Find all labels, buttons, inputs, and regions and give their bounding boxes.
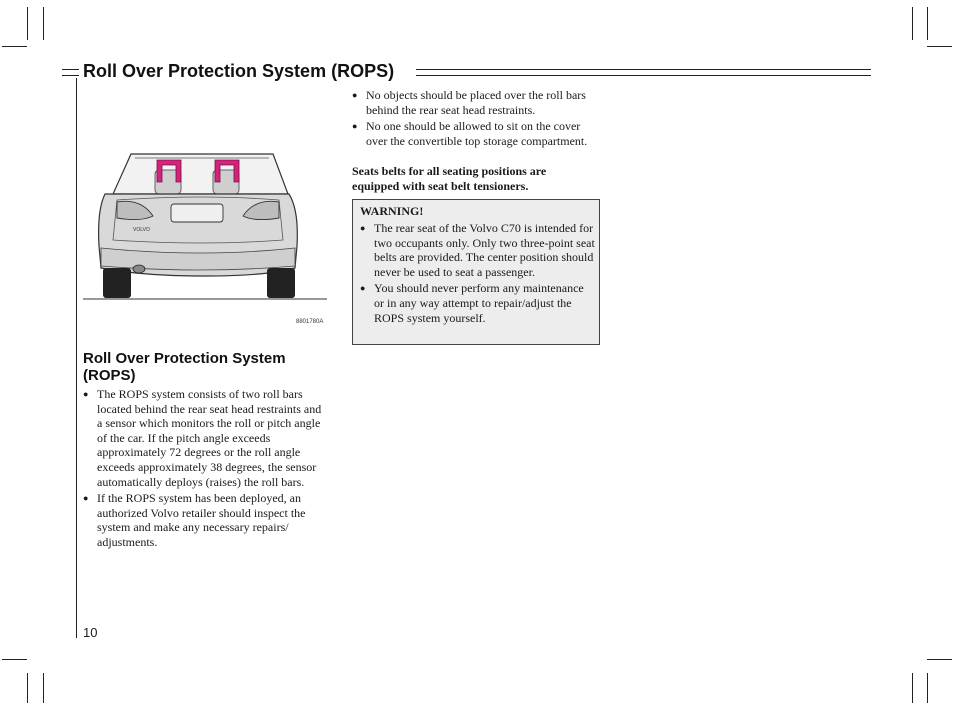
crop-mark — [2, 659, 27, 660]
car-rear-illustration — [83, 150, 327, 302]
page-number: 10 — [83, 625, 98, 640]
list-item: ● No one should be allowed to sit on the cover over the convertible top storage compartment. — [352, 119, 588, 148]
list-item: ● No objects should be placed over the roll bars behind the rear seat head restraints. — [352, 88, 586, 117]
crop-mark — [2, 46, 27, 47]
crop-mark — [927, 46, 952, 47]
figure-code: 8801780A — [296, 319, 324, 325]
section-heading: Roll Over Protection System (ROPS) — [83, 350, 286, 384]
crop-mark — [27, 7, 28, 40]
svg-text:VOLVO: VOLVO — [133, 227, 150, 233]
warning-title: WARNING! — [360, 204, 424, 218]
crop-mark — [927, 7, 928, 40]
title-rule-right — [416, 69, 871, 76]
tire-right — [267, 268, 295, 298]
rops-precautions-list — [352, 88, 592, 150]
left-margin-rule — [76, 78, 77, 638]
rops-description-list — [83, 387, 329, 552]
page-title: Roll Over Protection System (ROPS) — [83, 61, 395, 81]
windshield-frame — [113, 154, 288, 194]
exhaust-pipe — [133, 265, 145, 273]
list-item: ● If the ROPS system has been deployed, an authorized Volvo retailer should inspect the system and make any necessary repairs/ adjustments. — [83, 491, 306, 549]
license-plate — [171, 204, 223, 222]
crop-mark — [43, 7, 44, 40]
crop-mark — [43, 673, 44, 703]
crop-mark — [927, 659, 952, 660]
list-item: ● The rear seat of the Volvo C70 is intended for two occupants only. Only two three-point seat belts are provided. The center position should never be used to seat a passenger. — [360, 221, 595, 279]
tire-left — [103, 268, 131, 298]
crop-mark — [912, 7, 913, 40]
list-item: ● You should never perform any maintenance or in any way attempt to repair/adjust the ROPS system yourself. — [360, 281, 584, 325]
list-item: ● The ROPS system consists of two roll bars located behind the rear seat head restraints and a sensor which monitors the roll or pitch angle of the car. If the pitch angle exceeds approximately 72 degrees or the roll angle exceeds approximately 38 degrees, the sensor automatically deploys (raises) the roll bars. — [83, 387, 322, 489]
crop-mark — [912, 673, 913, 703]
crop-mark — [927, 673, 928, 703]
title-row — [62, 62, 872, 84]
warning-box — [352, 199, 600, 345]
seat-belt-note: Seats belts for all seating positions are equipped with seat belt tensioners. — [352, 164, 547, 193]
warning-list — [360, 221, 596, 327]
title-rule-left — [62, 69, 79, 76]
crop-mark — [27, 673, 28, 703]
